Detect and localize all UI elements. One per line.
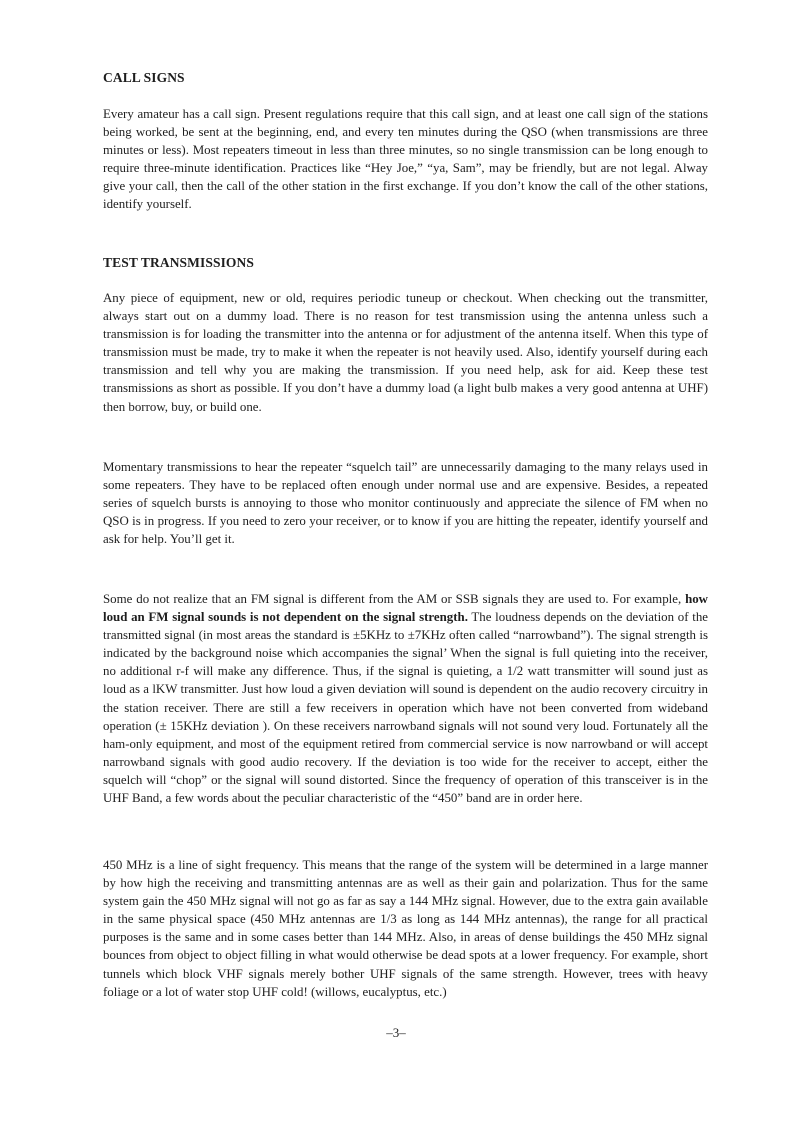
heading-test-transmissions: TEST TRANSMISSIONS [103, 255, 254, 270]
fm-signal-emphasis: how loud an FM signal sounds is not dependent on the signal strength. [103, 592, 708, 625]
paragraph-450-mhz: 450 MHz is a line of sight frequency. This means that the range of the system will be determined in a large manner by how high the receiving and transmitting antennas are as well as their gain and polarization. Thus for the same system gain the 450 MHz signal will not go as far as say a 144 MHz signal. However, due to the extra gain available in the same physical space (450 MHz antennas are 1/3 as long as 144 MHz antennas), the range for all practical purposes is the same and in some cases better than 144 MHz. Also, in areas of dense buildings the 450 MHz signal bounces from object to object filling in what would otherwise be dead spots at a lower frequency. For example, short tunnels which block VHF signals merely bother UHF signals of the same strength. However, trees with heavy foliage or a lot of water stop UHF cold! (willows, eucalyptus, etc.) [103, 858, 708, 999]
paragraph-squelch-tail: Momentary transmissions to hear the repeater “squelch tail” are unnecessarily damaging to the many relays used in some repeaters. They have to be replaced often enough under normal use and are expensive. Besides, a repeated series of squelch bursts is annoying to those who monitor continuously and appreciate the silence of FM when no QSO is in progress. If you need to zero your receiver, or to know if you are hitting the repeater, identify yourself and ask for help. You’ll get it. [103, 460, 708, 547]
fm-signal-text-start: Some do not realize that an FM signal is different from the AM or SSB signals they are used to. For example, [103, 592, 686, 606]
page-number: –3– [386, 1025, 406, 1040]
paragraph-test-transmissions: Any piece of equipment, new or old, requires periodic tuneup or checkout. When checking out the transmitter, always start out on a dummy load. There is no reason for test transmission using the antenna unless such a transmission is for loading the transmitter into the antenna or for adjustment of the antenna itself. When this type of transmission must be made, try to make it when the repeater is not heavily used. Also, identify yourself during each transmission and tell why you are making the transmission. If you need help, ask for aid. Keep these test transmissions as short as possible. If you don’t have a dummy load (a light bulb makes a very good antenna at UHF) then borrow, buy, or build one. [103, 291, 708, 414]
paragraph-call-signs: Every amateur has a call sign. Present regulations require that this call sign, and at least one call sign of the stations being worked, be sent at the beginning, end, and every ten minutes during the QSO (when transmissions are three minutes or less). Most repeaters timeout in less than three minutes, so no single transmission can be long enough to require three-minute identification. Practices like “Hey Joe,” “ya, Sam”, may be friendly, but are not legal. Alway give your call, then the call of the other station in the first exchange. If you don’t know the call of the other stations, identify yourself. [103, 107, 708, 212]
paragraph-fm-signal [103, 590, 708, 807]
fm-signal-text-rest: The loudness depends on the deviation of the transmitted signal (in most areas the standard is ±5KHz to ±7KHz often called “narrowband”). The signal strength is indicated by the background noise which accompanies the signal’ When the signal is full quieting into the receiver, no additional r-f will make any difference. Thus, if the signal is quieting, a 1/2 watt transmitter will sound just as loud as a lKW transmitter. Just how loud a given deviation will sound is dependent on the audio recovery circuitry in the station receiver. There are still a few receivers in operation which have not been converted from wideband operation (± 15KHz deviation ). On these receivers narrowband signals will not sound very loud. Fortunately all the ham-only equipment, and most of the equipment retired from commercial service is now narrowband or will accept narrowband signals with good audio recovery. If the deviation is too wide for the receiver to accept, either the squelch will “chop” or the signal will sound distorted. Since the frequency of operation of this transceiver is in the UHF Band, a few words about the peculiar characteristic of the “450” band are in order here. [103, 610, 709, 806]
heading-call-signs: CALL SIGNS [103, 70, 185, 85]
